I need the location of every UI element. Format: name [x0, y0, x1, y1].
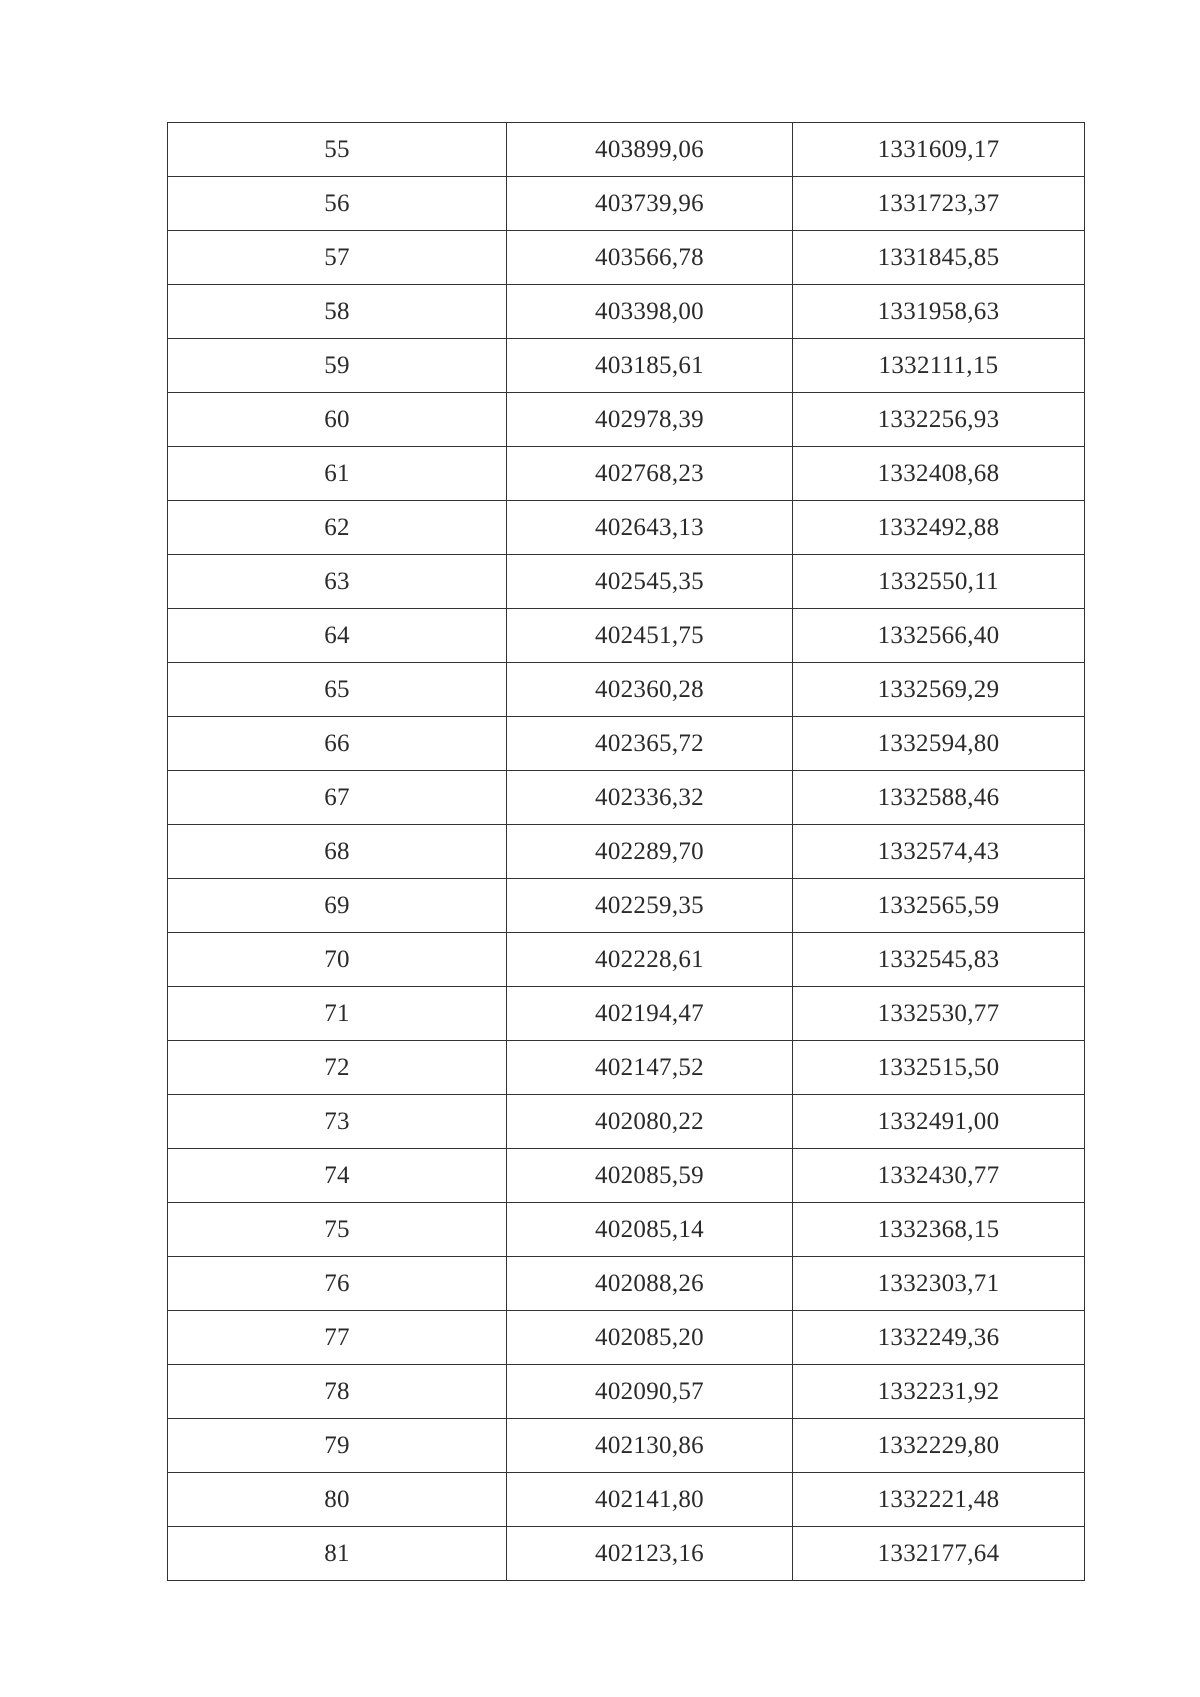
point-number-cell: 65 — [168, 663, 507, 717]
y-coordinate-cell: 1332249,36 — [793, 1311, 1085, 1365]
table-row — [168, 231, 1085, 285]
x-coordinate-cell: 402141,80 — [507, 1473, 793, 1527]
x-coordinate-cell: 402545,35 — [507, 555, 793, 609]
point-number-cell: 57 — [168, 231, 507, 285]
table-row — [168, 1473, 1085, 1527]
x-coordinate-cell: 402228,61 — [507, 933, 793, 987]
point-number-cell: 70 — [168, 933, 507, 987]
y-coordinate-cell: 1332430,77 — [793, 1149, 1085, 1203]
table-row — [168, 1311, 1085, 1365]
table-row — [168, 771, 1085, 825]
y-coordinate-cell: 1332177,64 — [793, 1527, 1085, 1581]
y-coordinate-cell: 1332492,88 — [793, 501, 1085, 555]
table-row — [168, 1095, 1085, 1149]
x-coordinate-cell: 402768,23 — [507, 447, 793, 501]
point-number-cell: 58 — [168, 285, 507, 339]
point-number-cell: 77 — [168, 1311, 507, 1365]
y-coordinate-cell: 1332111,15 — [793, 339, 1085, 393]
y-coordinate-cell: 1332530,77 — [793, 987, 1085, 1041]
table-row — [168, 879, 1085, 933]
y-coordinate-cell: 1332515,50 — [793, 1041, 1085, 1095]
y-coordinate-cell: 1332588,46 — [793, 771, 1085, 825]
point-number-cell: 69 — [168, 879, 507, 933]
y-coordinate-cell: 1332491,00 — [793, 1095, 1085, 1149]
x-coordinate-cell: 402080,22 — [507, 1095, 793, 1149]
coordinates-table-body — [168, 123, 1085, 1581]
x-coordinate-cell: 402643,13 — [507, 501, 793, 555]
y-coordinate-cell: 1332594,80 — [793, 717, 1085, 771]
table-row — [168, 933, 1085, 987]
x-coordinate-cell: 402088,26 — [507, 1257, 793, 1311]
point-number-cell: 63 — [168, 555, 507, 609]
table-row — [168, 1203, 1085, 1257]
point-number-cell: 64 — [168, 609, 507, 663]
y-coordinate-cell: 1331845,85 — [793, 231, 1085, 285]
table-row — [168, 987, 1085, 1041]
table-row — [168, 447, 1085, 501]
table-row — [168, 501, 1085, 555]
point-number-cell: 81 — [168, 1527, 507, 1581]
x-coordinate-cell: 402085,59 — [507, 1149, 793, 1203]
table-row — [168, 339, 1085, 393]
table-row — [168, 1257, 1085, 1311]
x-coordinate-cell: 402147,52 — [507, 1041, 793, 1095]
point-number-cell: 71 — [168, 987, 507, 1041]
x-coordinate-cell: 402451,75 — [507, 609, 793, 663]
y-coordinate-cell: 1332408,68 — [793, 447, 1085, 501]
table-row — [168, 1419, 1085, 1473]
table-row — [168, 663, 1085, 717]
point-number-cell: 67 — [168, 771, 507, 825]
point-number-cell: 76 — [168, 1257, 507, 1311]
table-row — [168, 123, 1085, 177]
y-coordinate-cell: 1332569,29 — [793, 663, 1085, 717]
x-coordinate-cell: 403566,78 — [507, 231, 793, 285]
y-coordinate-cell: 1332565,59 — [793, 879, 1085, 933]
table-row — [168, 1041, 1085, 1095]
y-coordinate-cell: 1332256,93 — [793, 393, 1085, 447]
y-coordinate-cell: 1332368,15 — [793, 1203, 1085, 1257]
y-coordinate-cell: 1331723,37 — [793, 177, 1085, 231]
x-coordinate-cell: 402978,39 — [507, 393, 793, 447]
point-number-cell: 79 — [168, 1419, 507, 1473]
table-row — [168, 609, 1085, 663]
y-coordinate-cell: 1332574,43 — [793, 825, 1085, 879]
x-coordinate-cell: 402336,32 — [507, 771, 793, 825]
table-row — [168, 393, 1085, 447]
x-coordinate-cell: 402123,16 — [507, 1527, 793, 1581]
x-coordinate-cell: 402259,35 — [507, 879, 793, 933]
x-coordinate-cell: 402090,57 — [507, 1365, 793, 1419]
x-coordinate-cell: 402085,20 — [507, 1311, 793, 1365]
y-coordinate-cell: 1332303,71 — [793, 1257, 1085, 1311]
point-number-cell: 75 — [168, 1203, 507, 1257]
point-number-cell: 59 — [168, 339, 507, 393]
y-coordinate-cell: 1332566,40 — [793, 609, 1085, 663]
table-row — [168, 1149, 1085, 1203]
x-coordinate-cell: 403185,61 — [507, 339, 793, 393]
x-coordinate-cell: 402130,86 — [507, 1419, 793, 1473]
y-coordinate-cell: 1332229,80 — [793, 1419, 1085, 1473]
point-number-cell: 72 — [168, 1041, 507, 1095]
x-coordinate-cell: 403398,00 — [507, 285, 793, 339]
point-number-cell: 61 — [168, 447, 507, 501]
x-coordinate-cell: 403739,96 — [507, 177, 793, 231]
point-number-cell: 74 — [168, 1149, 507, 1203]
point-number-cell: 60 — [168, 393, 507, 447]
table-row — [168, 1527, 1085, 1581]
table-row — [168, 717, 1085, 771]
y-coordinate-cell: 1332550,11 — [793, 555, 1085, 609]
y-coordinate-cell: 1332545,83 — [793, 933, 1085, 987]
table-row — [168, 555, 1085, 609]
point-number-cell: 80 — [168, 1473, 507, 1527]
table-row — [168, 177, 1085, 231]
coordinates-table — [167, 122, 1085, 1581]
point-number-cell: 55 — [168, 123, 507, 177]
point-number-cell: 62 — [168, 501, 507, 555]
table-row — [168, 825, 1085, 879]
point-number-cell: 78 — [168, 1365, 507, 1419]
y-coordinate-cell: 1332221,48 — [793, 1473, 1085, 1527]
x-coordinate-cell: 402194,47 — [507, 987, 793, 1041]
table-row — [168, 1365, 1085, 1419]
point-number-cell: 66 — [168, 717, 507, 771]
x-coordinate-cell: 403899,06 — [507, 123, 793, 177]
point-number-cell: 73 — [168, 1095, 507, 1149]
y-coordinate-cell: 1332231,92 — [793, 1365, 1085, 1419]
table-row — [168, 285, 1085, 339]
point-number-cell: 56 — [168, 177, 507, 231]
y-coordinate-cell: 1331609,17 — [793, 123, 1085, 177]
x-coordinate-cell: 402365,72 — [507, 717, 793, 771]
x-coordinate-cell: 402360,28 — [507, 663, 793, 717]
y-coordinate-cell: 1331958,63 — [793, 285, 1085, 339]
x-coordinate-cell: 402085,14 — [507, 1203, 793, 1257]
point-number-cell: 68 — [168, 825, 507, 879]
x-coordinate-cell: 402289,70 — [507, 825, 793, 879]
